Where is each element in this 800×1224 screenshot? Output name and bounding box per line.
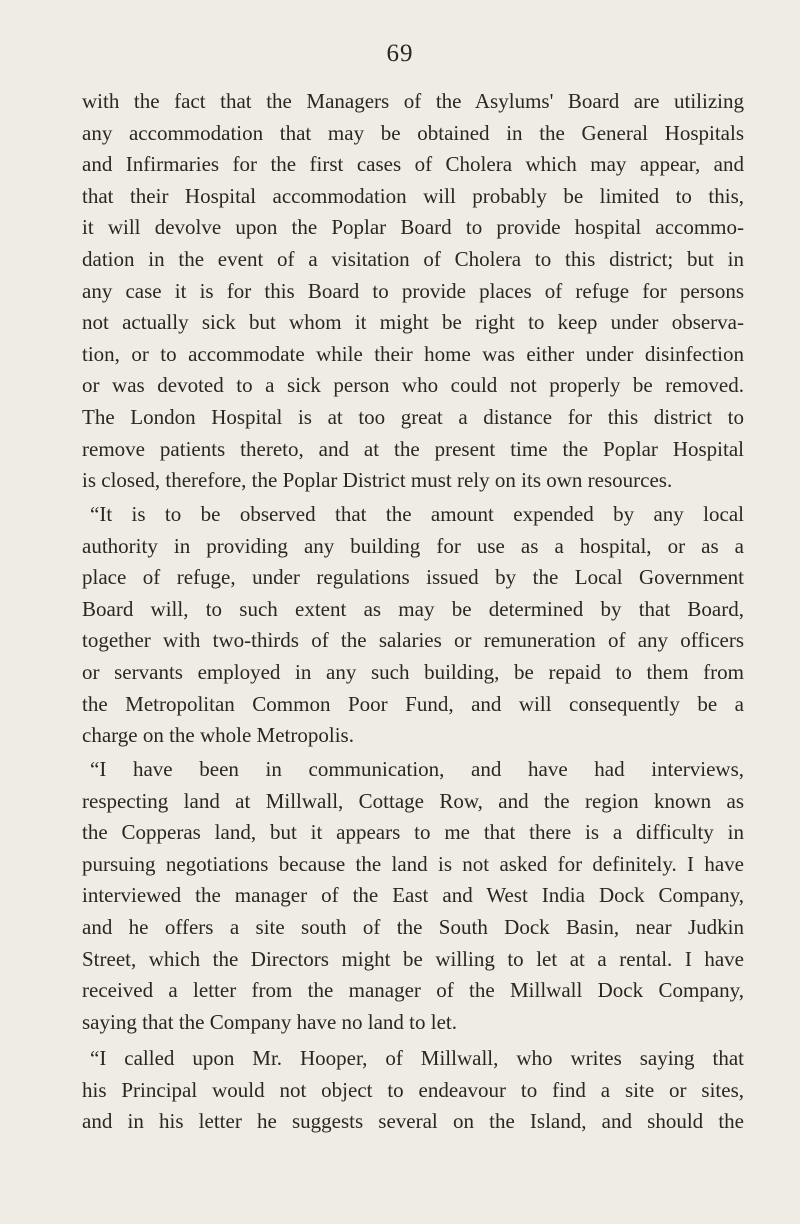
text-line: with the fact that the Managers of the Asylums' Board are utilizing (82, 89, 744, 113)
text-line: received a letter from the manager of the Millwall Dock Company, (82, 978, 744, 1003)
text-line: Street, which the Directors might be willing to let at a rental. I have (82, 946, 744, 971)
text-line: interviewed the manager of the East and West India Dock Company, (82, 883, 744, 908)
paragraph-1 (82, 86, 744, 497)
text-line: is closed, therefore, the Poplar District must rely on its own resources. (82, 468, 673, 493)
text-line: The London Hospital is at too great a distance for this district to (82, 404, 744, 429)
text-line: and in his letter he suggests several on the Island, and should the (82, 1109, 744, 1134)
text-line: pursuing negotiations because the land is not asked for definitely. I have (82, 851, 744, 876)
text-line: any accommodation that may be obtained in the General Hospitals (82, 120, 744, 145)
text-line: and he offers a site south of the South Dock Basin, near Judkin (82, 914, 744, 939)
text-line: “I called upon Mr. Hooper, of Millwall, who writes saying that (90, 1046, 744, 1070)
text-line: respecting land at Millwall, Cottage Row, and the region known as (82, 788, 744, 813)
paragraph-4 (82, 1043, 744, 1138)
text-line: the Copperas land, but it appears to me that there is a difficulty in (82, 820, 744, 845)
text-line: any case it is for this Board to provide places of refuge for persons (82, 278, 744, 303)
paragraph-3 (82, 754, 744, 1038)
text-line: and Infirmaries for the first cases of Cholera which may appear, and (82, 152, 744, 177)
text-line: “It is to be observed that the amount expended by any local (90, 502, 744, 526)
text-line: his Principal would not object to endeavour to find a site or sites, (82, 1077, 744, 1102)
text-line: the Metropolitan Common Poor Fund, and will consequently be a (82, 691, 744, 716)
text-line: dation in the event of a visitation of Cholera to this district; but in (82, 246, 744, 271)
text-line: that their Hospital accommodation will probably be limited to this, (82, 183, 744, 208)
text-line: Board will, to such extent as may be determined by that Board, (82, 596, 744, 621)
text-line: not actually sick but whom it might be right to keep under observa- (82, 310, 744, 335)
text-line: remove patients thereto, and at the present time the Poplar Hospital (82, 436, 744, 461)
text-line: or servants employed in any such building, be repaid to them from (82, 659, 744, 684)
text-line: tion, or to accommodate while their home was either under disinfection (82, 341, 744, 366)
text-line: it will devolve upon the Poplar Board to provide hospital accommo- (82, 215, 744, 240)
text-line: place of refuge, under regulations issued by the Local Government (82, 565, 744, 590)
text-line: authority in providing any building for use as a hospital, or as a (82, 533, 744, 558)
paragraph-2 (82, 499, 744, 752)
text-line: “I have been in communication, and have had interviews, (90, 757, 744, 781)
page-number: 69 (386, 40, 414, 67)
text-line: saying that the Company have no land to let. (82, 1009, 458, 1034)
text-line: charge on the whole Metropolis. (82, 723, 354, 748)
text-line: or was devoted to a sick person who could not properly be removed. (82, 373, 744, 398)
text-line: together with two-thirds of the salaries or remuneration of any officers (82, 628, 744, 653)
